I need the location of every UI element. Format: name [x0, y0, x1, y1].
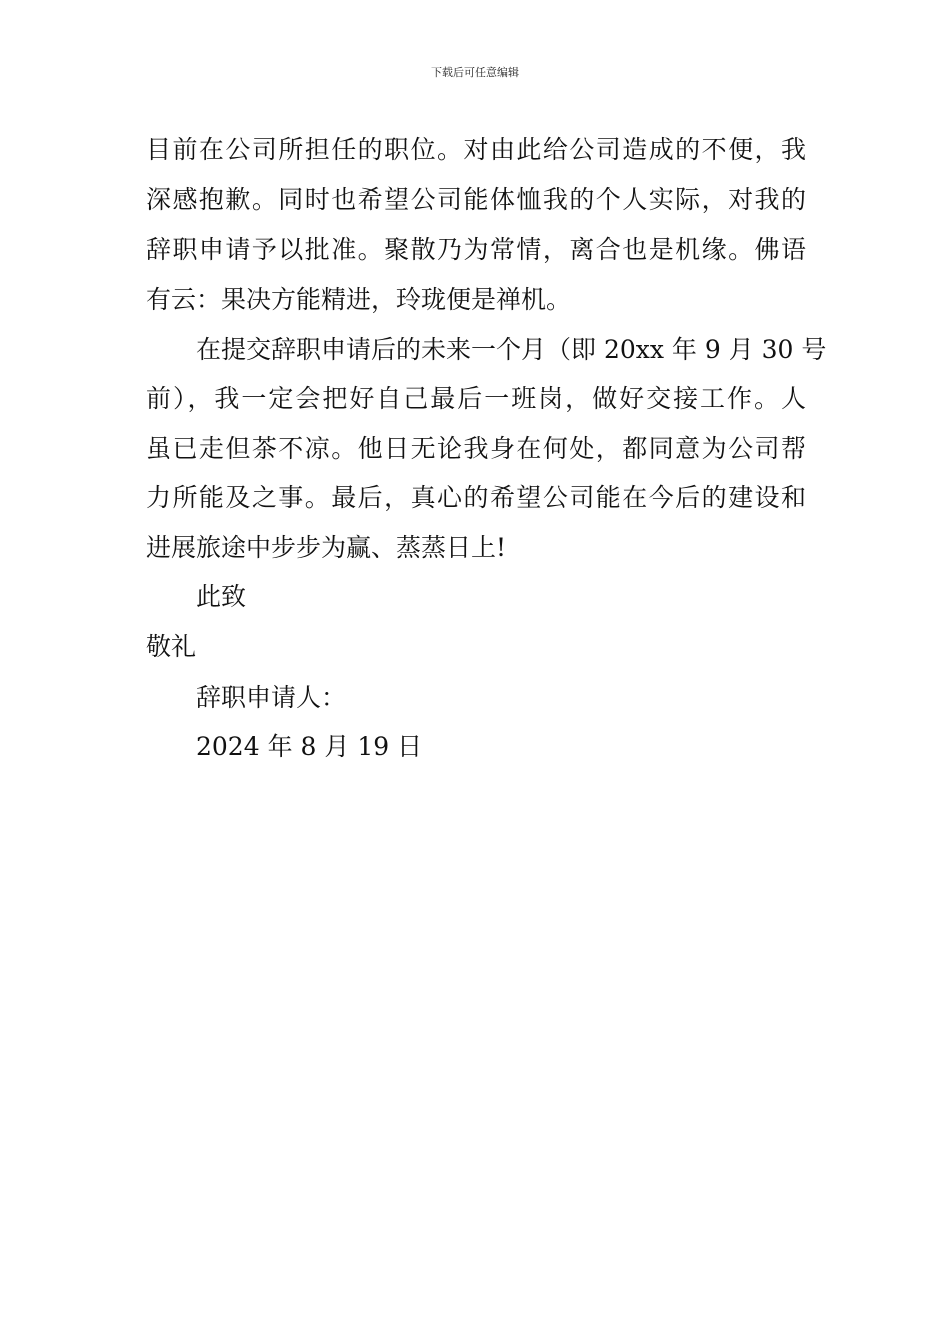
- regards: 敬礼: [146, 632, 197, 661]
- paragraph-2-line-2: 前），我一定会把好自己最后一班岗，做好交接工作。人: [146, 384, 806, 413]
- paragraph-1-line-2: 深感抱歉。同时也希望公司能体恤我的个人实际，对我的: [146, 185, 806, 214]
- paragraph-2-line-5: 进展旅途中步步为赢、蒸蒸日上!: [146, 533, 507, 562]
- paragraph-1-line-4: 有云：果决方能精进，玲珑便是禅机。: [146, 285, 572, 314]
- letter-date: 2024 年 8 月 19 日: [196, 732, 423, 761]
- paragraph-1-line-3: 辞职申请予以批准。聚散乃为常情，离合也是机缘。佛语: [146, 235, 806, 264]
- paragraph-1-line-1: 目前在公司所担任的职位。对由此给公司造成的不便，我: [146, 135, 806, 164]
- signer-label: 辞职申请人：: [196, 683, 347, 712]
- salutation: 此致: [196, 582, 247, 611]
- paragraph-2-line-1: 在提交辞职申请后的未来一个月（即 20xx 年 9 月 30 号: [196, 335, 827, 364]
- paragraph-2-line-4: 力所能及之事。最后，真心的希望公司能在今后的建设和: [146, 483, 806, 512]
- paragraph-2-line-3: 虽已走但茶不凉。他日无论我身在何处，都同意为公司帮: [146, 434, 806, 463]
- header-note: 下载后可任意编辑: [431, 66, 519, 79]
